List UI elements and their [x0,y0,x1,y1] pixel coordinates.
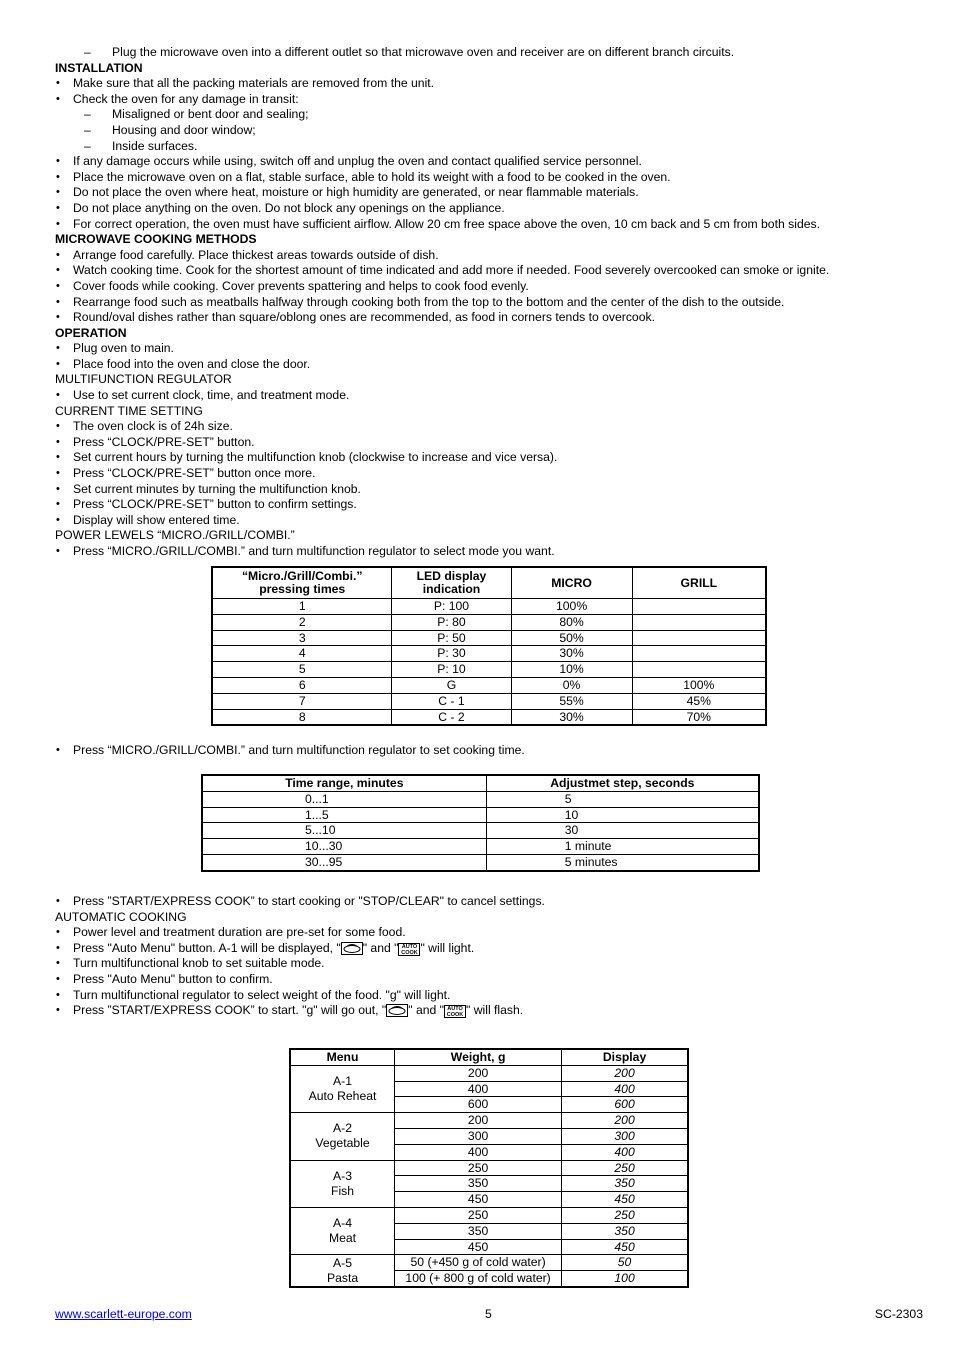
auto-cook-icon [444,1005,466,1018]
microwave-dish-icon [386,1004,408,1017]
table-cell: 55% [511,693,632,709]
table-row [212,662,766,678]
list-item: • If any damage occurs while using, switch off and unplug the oven and contact qualified service personnel. [55,154,915,170]
list-item: • Use to set current clock, time, and treatment mode. [55,388,915,404]
table-cell: 5 minutes [486,854,759,870]
list-item [55,956,915,972]
table-cell [632,630,766,646]
table-cell: 3 [212,630,392,646]
column-header: Adjustmet step, seconds [486,775,759,791]
menu-cell [290,1207,395,1254]
display-cell: 200 [562,1065,688,1081]
column-header: Menu [290,1049,395,1065]
table-cell: 8 [212,709,392,725]
list-item: • Place the microwave oven on a flat, stable surface, able to hold its weight with a food to be cooked in the oven. [55,170,915,186]
table-cell: P: 100 [392,599,511,615]
table-cell [632,614,766,630]
menu-cell [290,1255,395,1287]
section-heading: INSTALLATION [55,60,143,75]
menu-code: A-1 [333,1073,353,1088]
list-item-text: " will flash. [466,1003,524,1018]
list-item [55,925,915,941]
table-row [290,1255,688,1271]
table-row [202,854,759,870]
table-row [212,599,766,615]
microwave-dish-icon [341,942,363,955]
table-cell: 100% [511,599,632,615]
display-cell: 350 [562,1176,688,1192]
list-item-text: " and " [362,940,399,955]
table-cell: C - 2 [392,709,511,725]
weight-cell: 600 [395,1097,562,1113]
list-item: • Plug oven to main. [55,341,915,357]
list-item: • Cover foods while cooking. Cover prevents spattering and helps to cook food evenly. [55,279,915,295]
weight-cell: 50 (+450 g of cold water) [395,1255,562,1271]
table-cell: 1 minute [486,839,759,855]
table-cell: 0...1 [202,791,486,807]
menu-name: Meat [328,1231,357,1246]
display-cell: 250 [562,1207,688,1223]
time-step-table [201,774,760,872]
table-cell: 6 [212,677,392,693]
table-row [290,1160,688,1176]
table-row [290,1113,688,1129]
list-item: – Plug the microwave oven into a different outlet so that microwave oven and receiver are on different branch circuits. [55,45,915,61]
icon-label: AUTO [447,1006,463,1013]
table-cell: 45% [632,693,766,709]
automatic-cooking-section [55,894,915,1019]
icon-label: AUTO [401,943,418,950]
list-item: • Make sure that all the packing materials are removed from the unit. [55,76,915,92]
menu-cell [290,1065,395,1112]
menu-name: Fish [331,1183,355,1198]
weight-cell: 200 [395,1065,562,1081]
website-link[interactable]: www.scarlett-europe.com [55,1307,192,1321]
list-item-text: Press "Auto Menu" button. A-1 will be displayed, " [73,940,341,955]
column-header: “Micro./Grill/Combi.” pressing times [212,567,392,599]
section-heading: CURRENT TIME SETTING [55,403,203,418]
list-item [55,941,915,957]
list-item: – Inside surfaces. [55,139,915,155]
table-cell: 80% [511,614,632,630]
section-heading: POWER LEWELS “MICRO./GRILL/COMBI.” [55,528,295,543]
table-cell: 50% [511,630,632,646]
table-cell: P: 50 [392,630,511,646]
table-row [202,839,759,855]
column-header: Time range, minutes [202,775,486,791]
display-cell: 300 [562,1128,688,1144]
list-item-text: Press "Auto Menu" button to confirm. [73,971,273,986]
weight-cell: 400 [395,1081,562,1097]
list-item [55,988,915,1004]
table-row [202,823,759,839]
table-cell: P: 10 [392,662,511,678]
weight-cell: 350 [395,1176,562,1192]
menu-code: A-3 [333,1168,353,1183]
table-row [290,1065,688,1081]
table-cell: 10...30 [202,839,486,855]
table-cell: 2 [212,614,392,630]
table-cell [632,599,766,615]
menu-cell [290,1160,395,1207]
weight-cell: 350 [395,1223,562,1239]
weight-cell: 400 [395,1144,562,1160]
section-heading: MULTIFUNCTION REGULATOR [55,372,232,387]
list-item: • Display will show entered time. [55,513,915,529]
table-cell: 30% [511,646,632,662]
table-cell: P: 80 [392,614,511,630]
weight-cell: 200 [395,1113,562,1129]
table-row [212,646,766,662]
weight-cell: 450 [395,1239,562,1255]
table-cell: 10 [486,807,759,823]
display-cell: 450 [562,1192,688,1208]
page-number: 5 [485,1307,492,1321]
table-row [212,709,766,725]
menu-name: Pasta [326,1270,359,1285]
icon-label: COOK [401,949,418,956]
list-item-text: Press ”START/EXPRESS COOK” to start. "g" will go out, " [73,1003,387,1018]
display-cell: 50 [562,1255,688,1271]
list-item: • Arrange food carefully. Place thickest areas towards outside of dish. [55,248,915,264]
section-heading: AUTOMATIC COOKING [55,909,187,924]
table-cell [632,662,766,678]
table-cell: 30...95 [202,854,486,870]
column-header: MICRO [511,567,632,599]
table-cell: 30% [511,709,632,725]
list-item: • Check the oven for any damage in transit: [55,92,915,108]
table-cell: 100% [632,677,766,693]
weight-cell: 250 [395,1160,562,1176]
table-cell: 0% [511,677,632,693]
table-cell: 5 [486,791,759,807]
section-heading: MICROWAVE COOKING METHODS [55,232,257,247]
auto-menu-table [289,1048,689,1288]
table-row [290,1207,688,1223]
list-item: • Do not place the oven where heat, moisture or high humidity are generated, or near flammable materials. [55,185,915,201]
section-heading: OPERATION [55,325,127,340]
display-cell: 100 [562,1271,688,1287]
table-row [202,791,759,807]
table-row [202,807,759,823]
weight-cell: 250 [395,1207,562,1223]
table-row [212,677,766,693]
list-item: • Press “CLOCK/PRE-SET” button to confirm settings. [55,497,915,513]
display-cell: 450 [562,1239,688,1255]
column-header: LED display indication [392,567,511,599]
table-cell: 7 [212,693,392,709]
list-item-text: Turn multifunctional knob to set suitable mode. [73,956,325,971]
list-item-text: " will light. [420,940,475,955]
list-item [55,894,915,910]
display-cell: 200 [562,1113,688,1129]
list-item: • Press “CLOCK/PRE-SET” button once more. [55,466,915,482]
list-item-text: Power level and treatment duration are pre-set for some food. [73,925,406,940]
list-item [55,1003,915,1019]
table-cell: C - 1 [392,693,511,709]
list-item [55,972,915,988]
auto-cook-icon [398,943,420,956]
list-item: • Press “MICRO./GRILL/COMBI.” and turn multifunction regulator to select mode you want. [55,544,915,560]
list-item: • Do not place anything on the oven. Do not block any openings on the appliance. [55,201,915,217]
menu-code: A-4 [333,1216,353,1231]
column-header: Display [562,1049,688,1065]
weight-cell: 100 (+ 800 g of cold water) [395,1271,562,1287]
menu-cell [290,1113,395,1160]
table-cell: 1 [212,599,392,615]
list-item: • Watch cooking time. Cook for the shortest amount of time indicated and add more if needed. Food severely overcooked can smoke or ignite. [55,263,915,279]
table-cell: 1...5 [202,807,486,823]
list-item [55,743,525,759]
menu-name: Vegetable [315,1136,370,1151]
table-cell: G [392,677,511,693]
list-item: • For correct operation, the oven must have sufficient airflow. Allow 20 cm free space above the oven, 10 cm back and 5 cm from both sides. [55,217,915,233]
menu-code: A-2 [333,1121,353,1136]
display-cell: 600 [562,1097,688,1113]
icon-label: COOK [446,1012,464,1019]
weight-cell: 300 [395,1128,562,1144]
list-item: – Misaligned or bent door and sealing; [55,107,915,123]
table-cell: 5...10 [202,823,486,839]
table-row [212,614,766,630]
table-cell: 10% [511,662,632,678]
weight-cell: 450 [395,1192,562,1208]
list-item-text: " and " [408,1003,445,1018]
list-item: • Set current hours by turning the multifunction knob (clockwise to increase and vice versa). [55,450,915,466]
table-cell: 5 [212,662,392,678]
list-item: • Round/oval dishes rather than square/oblong ones are recommended, as food in corners tends to overcook. [55,310,915,326]
table-cell: 4 [212,646,392,662]
table-row [212,630,766,646]
list-item: • Press “CLOCK/PRE-SET” button. [55,435,915,451]
menu-code: A-5 [333,1255,353,1270]
list-item: • Set current minutes by turning the multifunction knob. [55,482,915,498]
list-item: • The oven clock is of 24h size. [55,419,915,435]
column-header: GRILL [632,567,766,599]
list-item-text: Turn multifunctional regulator to select weight of the food. "g" will light. [73,987,451,1002]
menu-name: Auto Reheat [308,1088,377,1103]
display-cell: 400 [562,1144,688,1160]
list-item-text: Press “MICRO./GRILL/COMBI.” and turn multifunction regulator to set cooking time. [73,743,525,757]
table-cell [632,646,766,662]
display-cell: 350 [562,1223,688,1239]
list-item: – Housing and door window; [55,123,915,139]
table-cell: 30 [486,823,759,839]
display-cell: 250 [562,1160,688,1176]
list-item: • Rearrange food such as meatballs halfway through cooking both from the top to the bottom and the center of the dish to the outside. [55,295,915,311]
text-body [55,45,915,560]
display-cell: 400 [562,1081,688,1097]
table-cell: P: 30 [392,646,511,662]
table-row [212,693,766,709]
power-levels-table [211,566,767,726]
list-item: • Place food into the oven and close the door. [55,357,915,373]
list-item-text: Press ”START/EXPRESS COOK” to start cooking or "STOP/CLEAR" to cancel settings. [73,894,545,908]
table-cell: 70% [632,709,766,725]
model-number: SC-2303 [874,1307,923,1321]
column-header: Weight, g [395,1049,562,1065]
